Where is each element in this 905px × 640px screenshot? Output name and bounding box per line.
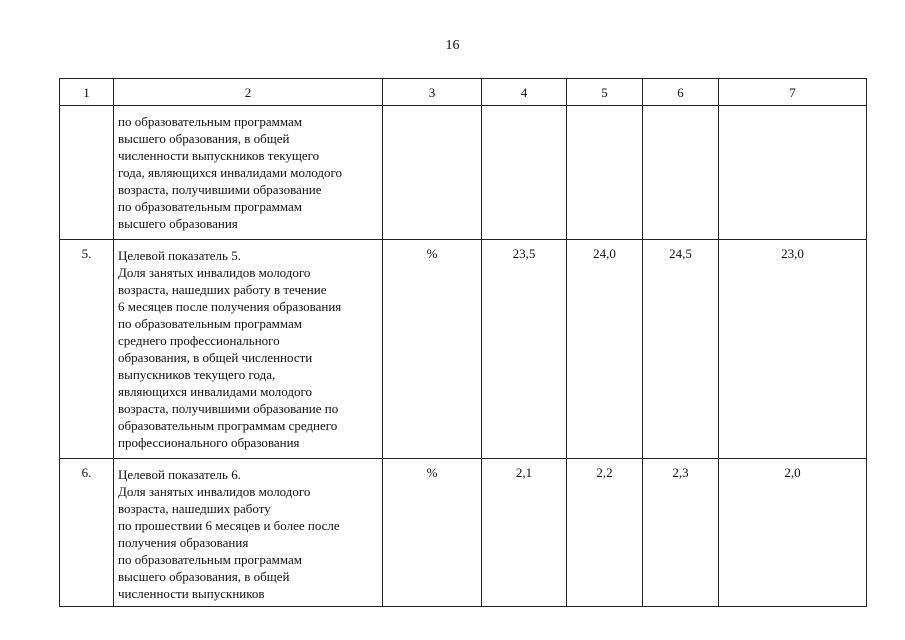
value-cell: 2,0 (719, 459, 867, 607)
table-row (60, 459, 867, 607)
value-cell: 2,3 (643, 459, 719, 607)
column-header: 5 (567, 79, 643, 106)
value-cell: 2,2 (567, 459, 643, 607)
value-cell: 23,5 (482, 240, 567, 459)
row-number: 5. (60, 240, 114, 459)
table-row (60, 106, 867, 240)
value-cell: 24,5 (643, 240, 719, 459)
column-header: 2 (114, 79, 383, 106)
value-cell (719, 106, 867, 240)
value-cell: 2,1 (482, 459, 567, 607)
value-cell: 23,0 (719, 240, 867, 459)
page-number: 16 (445, 38, 460, 53)
value-cell (643, 106, 719, 240)
unit-cell: % (383, 459, 482, 607)
row-number (60, 106, 114, 240)
unit-cell (383, 106, 482, 240)
column-header: 3 (383, 79, 482, 106)
value-cell (567, 106, 643, 240)
row-number: 6. (60, 459, 114, 607)
indicator-description: Целевой показатель 5. Доля занятых инвалидов молодого возраста, нашедших работу в течение 6 месяцев после получения образования по образовательным программам среднего профессионального образования, в общей численности выпускников текущего года, являющихся инвалидами молодого возраста, получившими образование по образовательным программам среднего профессионального образования (114, 240, 383, 459)
unit-cell: % (383, 240, 482, 459)
column-header: 1 (60, 79, 114, 106)
value-cell: 24,0 (567, 240, 643, 459)
indicators-table (59, 78, 867, 607)
table-header-row (60, 79, 867, 106)
value-cell (482, 106, 567, 240)
column-header: 7 (719, 79, 867, 106)
table-row (60, 240, 867, 459)
column-header: 6 (643, 79, 719, 106)
indicator-description: по образовательным программам высшего образования, в общей численности выпускников текущего года, являющихся инвалидами молодого возраста, получившими образование по образовательным программам высшего образования (114, 106, 383, 240)
indicator-description: Целевой показатель 6. Доля занятых инвалидов молодого возраста, нашедших работу по прошествии 6 месяцев и более после получения образования по образовательным программам высшего образования, в общей численности выпускников (114, 459, 383, 607)
column-header: 4 (482, 79, 567, 106)
